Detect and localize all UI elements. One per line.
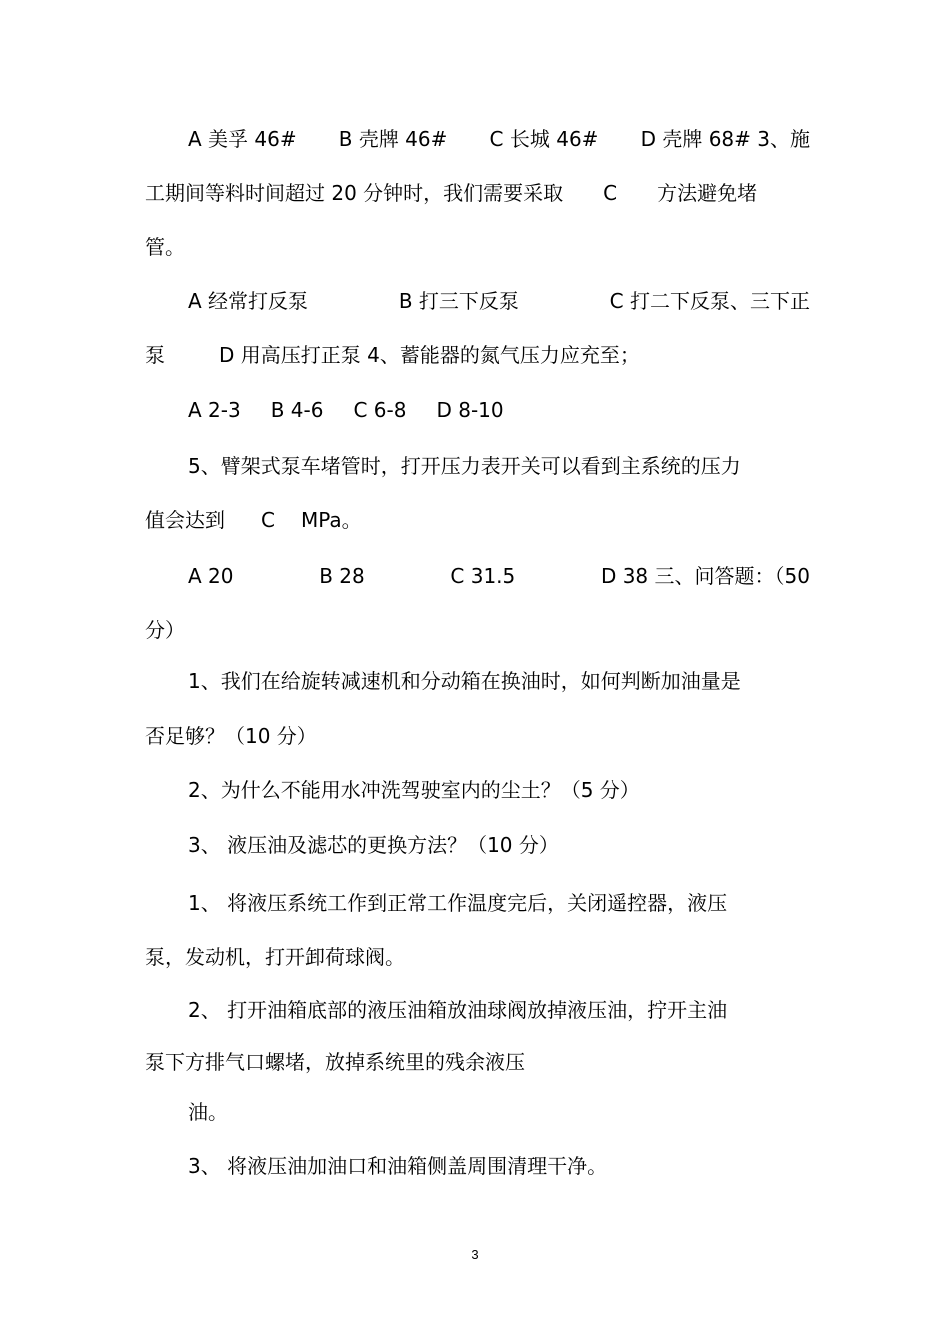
option-d: D 8-10: [436, 398, 504, 422]
options-line-q3: [188, 287, 810, 315]
unit-label: MPa。: [300, 508, 362, 532]
options-line-q3-cont: [145, 341, 810, 369]
question-text-tail: 方法避免堵: [657, 181, 758, 205]
question-5-line-2: [145, 506, 810, 534]
option-a: A 2-3: [188, 398, 241, 422]
essay-question-3: 3、 液压油及滤芯的更换方法？（10 分）: [188, 833, 559, 857]
answer-mark: C: [261, 508, 275, 532]
question-text: 值会达到: [145, 508, 225, 532]
option-b: B 28: [319, 564, 365, 588]
option-a: A 美孚 46#: [188, 127, 297, 151]
answer-mark: C: [603, 181, 618, 205]
options-line-q2: [188, 125, 810, 153]
answer-step-1-line-2: 泵，发动机，打开卸荷球阀。: [145, 945, 405, 969]
option-b: B 壳牌 46#: [338, 127, 448, 151]
option-b: B 打三下反泵: [398, 289, 519, 313]
answer-step-2-line-2: 泵下方排气口螺堵，放掉系统里的残余液压: [145, 1050, 525, 1074]
option-d-and-question-4: D 用高压打正泵 4、蓄能器的氮气压力应充至；: [219, 343, 640, 367]
options-line-q5: [188, 562, 810, 590]
option-c: C 31.5: [450, 564, 516, 588]
essay-question-1-line-1: 1、我们在给旋转减速机和分动箱在换油时，如何判断加油量是: [188, 669, 741, 693]
option-a: A 20: [188, 564, 234, 588]
essay-question-1-line-2: 否足够？（10 分）: [145, 724, 317, 748]
question-3-line-1: [145, 179, 810, 207]
answer-step-1-line-1: 1、 将液压系统工作到正常工作温度完后，关闭遥控器，液压: [188, 891, 728, 915]
page-number: 3: [471, 1247, 479, 1262]
question-5-line-1: 5、臂架式泵车堵管时，打开压力表开关可以看到主系统的压力: [188, 454, 741, 478]
essay-question-2: 2、为什么不能用水冲洗驾驶室内的尘土？（5 分）: [188, 778, 640, 802]
question-3-line-2: 管。: [145, 235, 185, 259]
section-3-score: 分）: [145, 618, 185, 642]
option-c: C 6-8: [353, 398, 407, 422]
options-line-q4: [188, 396, 810, 424]
option-c: C 打二下反泵、三下正: [609, 289, 810, 313]
option-d: D 壳牌 68# 3、施: [640, 127, 810, 151]
option-b: B 4-6: [270, 398, 324, 422]
option-c-tail: 泵: [145, 343, 165, 367]
option-d-and-section-3: D 38 三、问答题：（50: [600, 564, 810, 588]
question-text: 工期间等料时间超过 20 分钟时，我们需要采取: [145, 181, 564, 205]
option-a: A 经常打反泵: [188, 289, 309, 313]
option-c: C 长城 46#: [489, 127, 599, 151]
answer-step-3: 3、 将液压油加油口和油箱侧盖周围清理干净。: [188, 1154, 608, 1178]
answer-step-2-line-3: 油。: [188, 1100, 228, 1124]
answer-step-2-line-1: 2、 打开油箱底部的液压油箱放油球阀放掉液压油，拧开主油: [188, 998, 728, 1022]
